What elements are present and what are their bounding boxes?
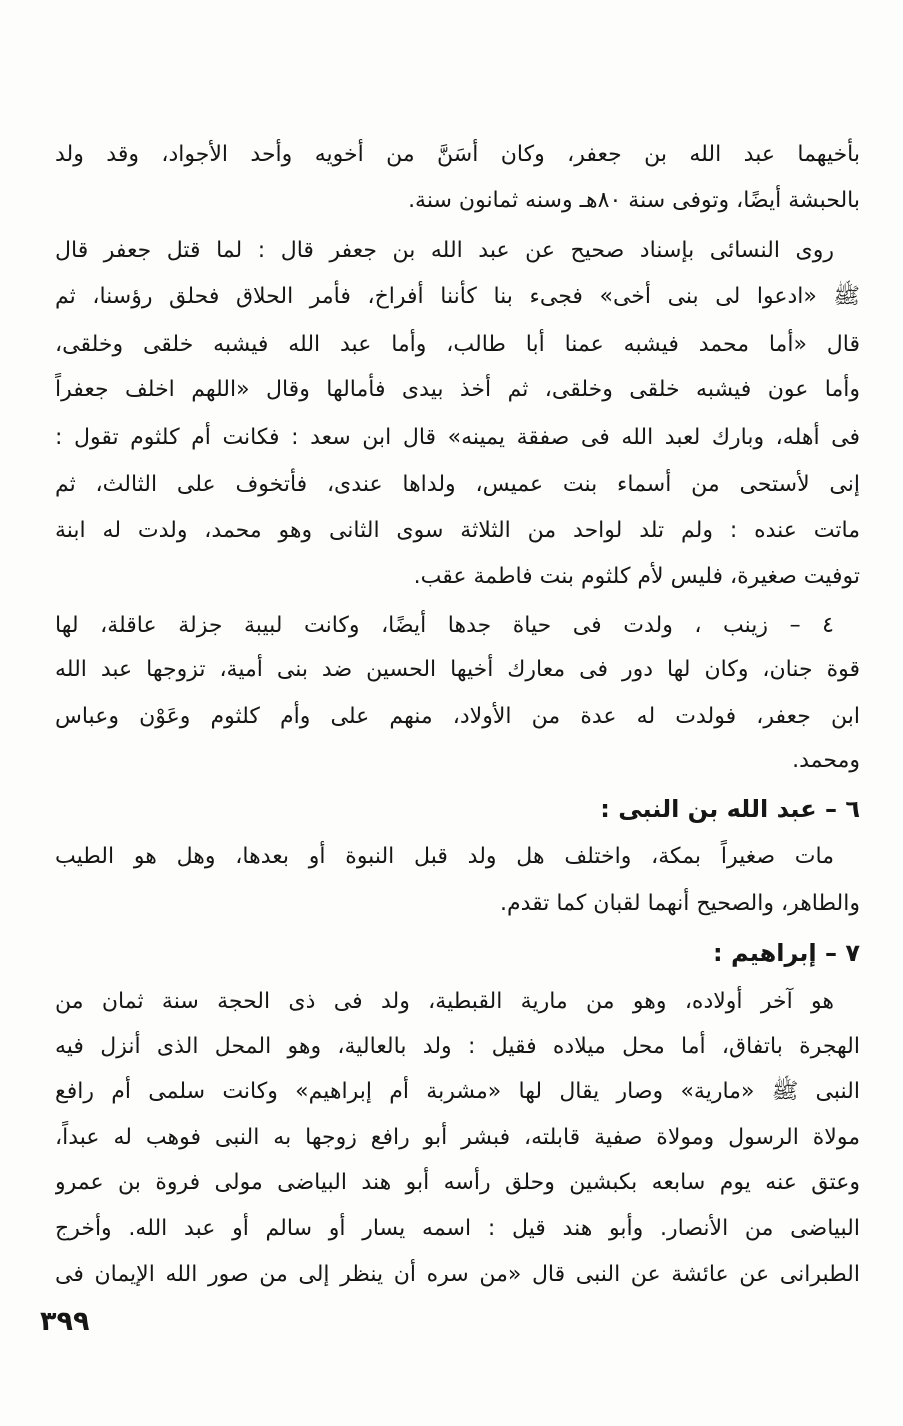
text-line: وأما عون فيشبه خلقى وخلقى، ثم أخذ بيدى فأمالها وقال «اللهم اخلف جعفراً: [55, 377, 860, 402]
section-heading: ٦ – عبد الله بن النبى :: [600, 795, 860, 823]
text-line: ٤ – زينب ، ولدت فى حياة جدها أيضًا، وكانت لبيبة جزلة عاقلة، لها: [55, 613, 834, 638]
text-line: توفيت صغيرة، فليس لأم كلثوم بنت فاطمة عقب.: [413, 564, 860, 589]
text-line: ومحمد.: [792, 748, 860, 773]
text-line: البياضى من الأنصار. وأبو هند قيل : اسمه يسار أو سالم أو عبد الله. وأخرج: [55, 1216, 860, 1241]
page-number: ٣٩٩: [40, 1306, 90, 1337]
text-line: ﷺ «ادعوا لى بنى أخى» فجىء بنا كأننا أفراخ، فأمر الحلاق فحلق رؤسنا، ثم: [55, 284, 860, 309]
text-line: بالحبشة أيضًا، وتوفى سنة ٨٠هـ وسنه ثمانون سنة.: [408, 188, 860, 213]
section-heading: ٧ – إبراهيم :: [713, 939, 860, 967]
text-line: ماتت عنده : ولم تلد لواحد من الثلاثة سوى الثانى وهو محمد، ولدت له ابنة: [55, 518, 860, 543]
text-line: ابن جعفر، فولدت له عدة من الأولاد، منهم على وأم كلثوم وعَوْن وعباس: [55, 704, 860, 729]
text-line: والطاهر، والصحيح أنهما لقبان كما تقدم.: [500, 891, 860, 916]
text-line: الهجرة باتفاق، أما محل ميلاده فقيل : ولد بالعالية، وهو المحل الذى أنزل فيه: [55, 1034, 860, 1059]
text-line: وعتق عنه يوم سابعه بكبشين وحلق رأسه أبو هند البياضى مولى فروة بن عمرو: [55, 1170, 860, 1195]
text-line: الطبرانى عن عائشة عن النبى قال «من سره أن ينظر إلى من صور الله الإيمان فى: [55, 1262, 860, 1287]
text-line: إنى لأستحى من أسماء بنت عميس، ولداها عندى، فأتخوف على الثالث، ثم: [55, 472, 860, 497]
text-line: بأخيهما عبد الله بن جعفر، وكان أسَنَّ من أخويه وأحد الأجواد، وقد ولد: [55, 142, 860, 167]
text-line: روى النسائى بإسناد صحيح عن عبد الله بن جعفر قال : لما قتل جعفر قال: [55, 238, 834, 263]
text-line: مولاة الرسول ومولاة صفية قابلته، فبشر أبو رافع زوجها به النبى فوهب له عبداً،: [55, 1125, 860, 1150]
text-line: هو آخر أولاده، وهو من مارية القبطية، ولد فى ذى الحجة سنة ثمان من: [55, 989, 834, 1014]
text-line: فى أهله، وبارك لعبد الله فى صفقة يمينه» قال ابن سعد : فكانت أم كلثوم تقول :: [55, 425, 860, 450]
text-line: قال «أما محمد فيشبه عمنا أبا طالب، وأما عبد الله فيشبه خلقى وخلقى،: [55, 332, 860, 357]
text-line: النبى ﷺ «مارية» وصار يقال لها «مشربة أم إبراهيم» وكانت سلمى أم رافع: [55, 1079, 860, 1104]
text-line: مات صغيراً بمكة، واختلف هل ولد قبل النبوة أو بعدها، وهل هو الطيب: [55, 844, 834, 869]
text-line: قوة جنان، وكان لها دور فى معارك أخيها الحسين ضد بنى أمية، تزوجها عبد الله: [55, 657, 860, 682]
